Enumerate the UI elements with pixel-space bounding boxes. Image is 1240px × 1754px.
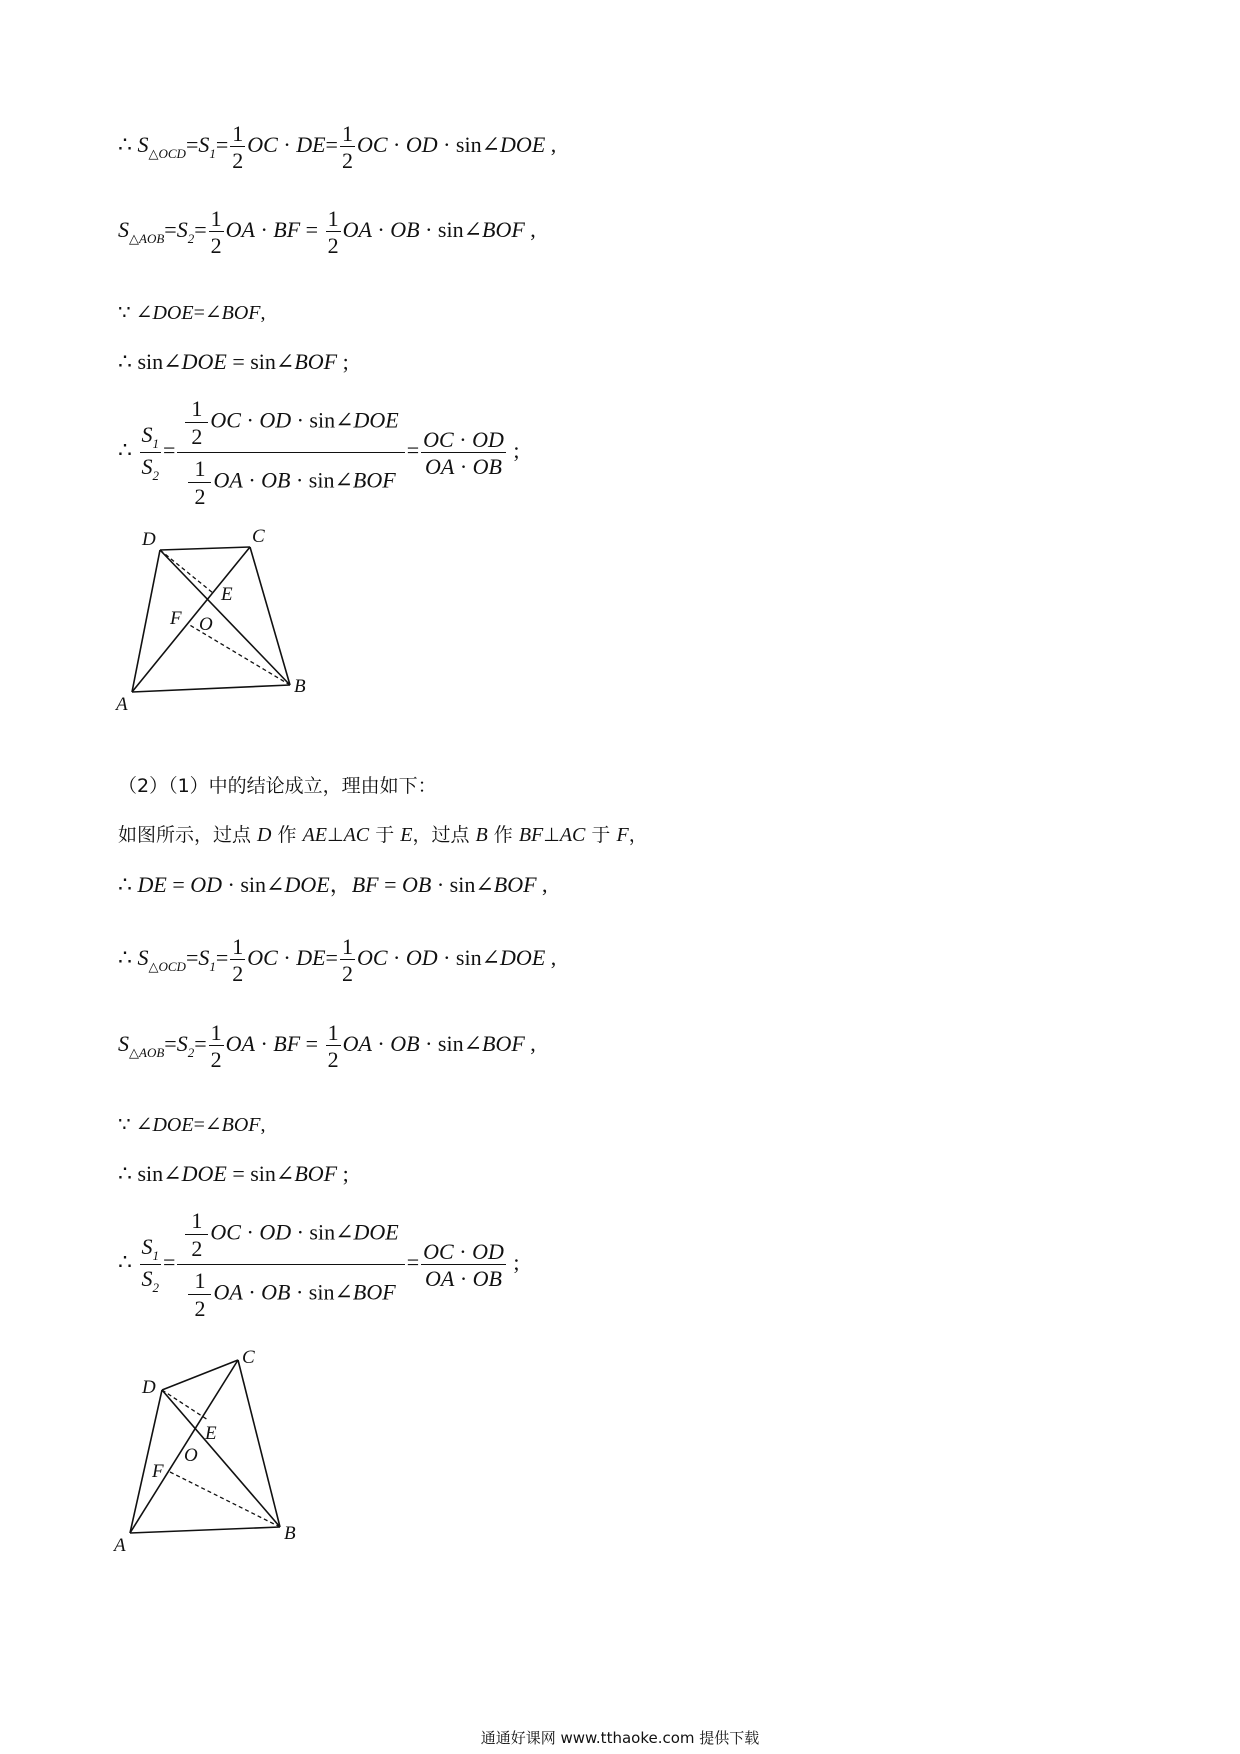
footer-source: 通通好课网 www.tthaoke.com 提供下载 <box>480 1729 760 1747</box>
diagonal-ac <box>132 547 250 692</box>
label-b: B <box>284 1523 296 1544</box>
label-d: D <box>142 529 156 550</box>
equation-sin-equal-2: ∴ sin∠DOE = sin∠BOF ; <box>118 1161 349 1186</box>
label-c: C <box>242 1347 255 1368</box>
figure-1-quadrilateral <box>110 520 330 720</box>
equation-area-ratio-2: ∴ $\frac{S_1}{S_2}$ = $\frac{1}{2}$ OC · OD · sin∠DOE $\frac{1}{2}$ OA · OB · sin∠BOF = $\frac{OC \cdot OD}{OA \cdot OB}$ ; <box>118 1205 519 1324</box>
perpendicular-de <box>160 550 213 593</box>
equation-de-bf: ∴ DE = OD · sin∠DOE，BF = OB · sin∠BOF , <box>118 872 548 897</box>
label-e: E <box>205 1423 217 1444</box>
equation-area-ratio: ∴ $\frac{S_1}{S_2}$ = $\frac{1}{2}$ OC · OD · sin∠DOE $\frac{1}{2}$ OA · OB · sin∠BOF = $\frac{OC \cdot OD}{OA \cdot OB}$ ; <box>118 393 519 512</box>
segment-ba <box>130 1527 280 1533</box>
perpendicular-bf <box>168 1471 280 1527</box>
equation-s1-area-2: ∴ $S_{\triangle OCD}=S_1=$ $\frac{1}{2}$ OC · DE= $\frac{1}{2}$ OC · OD · sin∠DOE , <box>118 934 557 987</box>
segment-dc <box>162 1360 238 1390</box>
figure-2-quadrilateral <box>110 1335 330 1570</box>
equation-angle-equal: ∵ ∠DOE=∠BOF, <box>118 302 266 324</box>
label-o: O <box>184 1445 198 1466</box>
part2-construction: 如图所示，过点 D 作 AE⊥AC 于 E，过点 B 作 BF⊥AC 于 F， <box>118 824 648 846</box>
label-f: F <box>152 1461 164 1482</box>
equation-s2-area: $S_{\triangle AOB}=S_2=$ $\frac{1}{2}$ OA · BF = $\frac{1}{2}$ OA · OB · sin∠BOF , <box>118 206 536 259</box>
segment-ad <box>132 550 160 692</box>
equation-sin-equal: ∴ sin∠DOE = sin∠BOF ; <box>118 349 349 374</box>
label-c: C <box>252 526 265 547</box>
segment-ba <box>132 685 290 692</box>
label-o: O <box>199 614 213 635</box>
label-d: D <box>142 1377 156 1398</box>
label-a: A <box>114 1535 126 1556</box>
equation-s1-area: ∴ $S_{\triangle OCD}=S_1=$ $\frac{1}{2}$ OC · DE= $\frac{1}{2}$ OC · OD · sin∠DOE , <box>118 121 557 174</box>
label-b: B <box>294 676 306 697</box>
segment-dc <box>160 547 250 550</box>
label-a: A <box>116 694 128 715</box>
equation-angle-equal-2: ∵ ∠DOE=∠BOF, <box>118 1114 266 1136</box>
label-e: E <box>221 584 233 605</box>
part2-intro: （2）（1）中的结论成立，理由如下： <box>118 775 437 797</box>
equation-s2-area-2: $S_{\triangle AOB}=S_2=$ $\frac{1}{2}$ OA · BF = $\frac{1}{2}$ OA · OB · sin∠BOF , <box>118 1020 536 1073</box>
label-f: F <box>170 608 182 629</box>
